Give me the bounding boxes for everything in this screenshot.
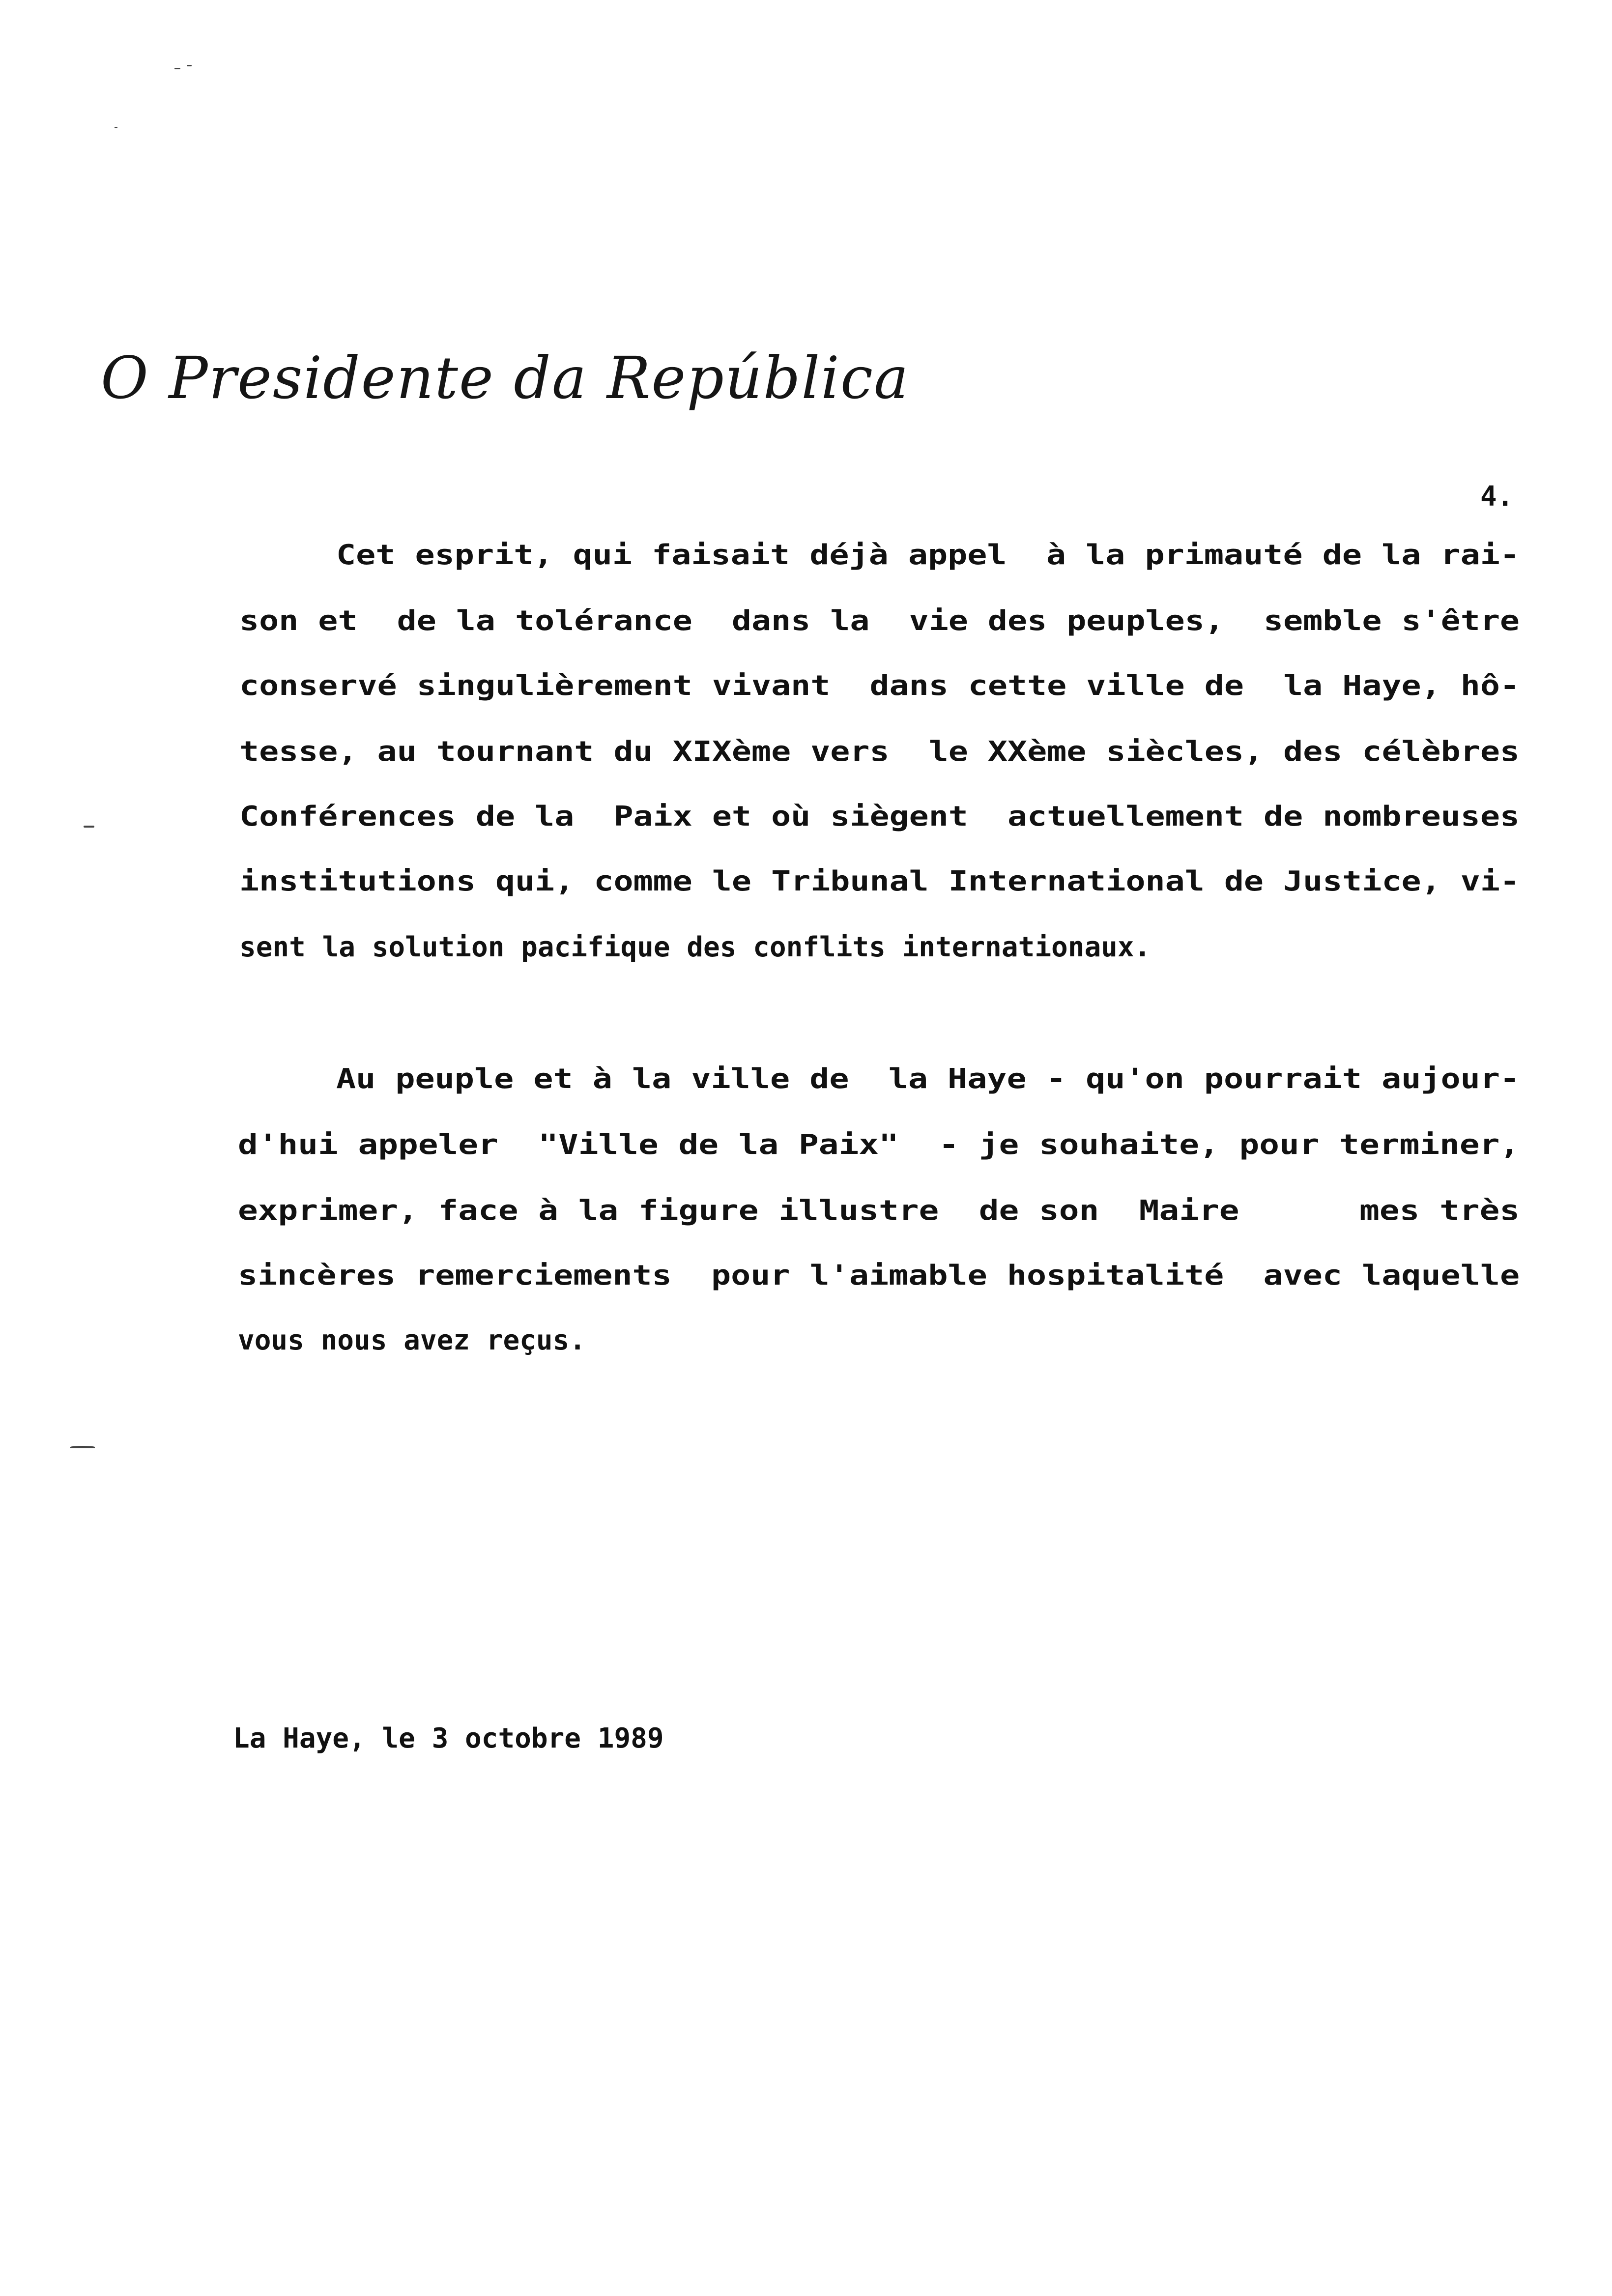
scan-mark [187,65,192,66]
paragraph-line: institutions qui, comme le Tribunal International de Justice, vi- [239,865,1520,897]
scan-mark [174,68,180,69]
page-number: 4. [1480,481,1514,513]
letterhead: O Presidente da República [101,344,910,412]
paragraph-line: Conférences de la Paix et où siègent actuellement de nombreuses [239,801,1520,832]
place-date: La Haye, le 3 octobre 1989 [233,1722,664,1754]
paragraph-line: sent la solution pacifique des conflits internationaux. [239,931,1151,963]
paragraph-line: d'hui appeler "Ville de la Paix" - je souhaite, pour terminer, [238,1129,1520,1161]
scan-mark [115,127,117,128]
paragraph-line: conservé singulièrement vivant dans cette ville de la Haye, hô- [239,670,1520,702]
paragraph-line: Au peuple et à la ville de la Haye - qu'on pourrait aujour- [336,1063,1520,1095]
scan-mark [70,1446,95,1448]
paragraph-line: vous nous avez reçus. [238,1324,586,1356]
paragraph-line: tesse, au tournant du XIXème vers le XXème siècles, des célèbres [239,736,1520,768]
paragraph-line: exprimer, face à la figure illustre de son Maire mes très [238,1195,1520,1227]
scan-mark [84,826,94,828]
paragraph-line: son et de la tolérance dans la vie des peuples, semble s'être [239,605,1520,637]
paragraph-line: Cet esprit, qui faisait déjà appel à la primauté de la rai- [336,539,1520,571]
paragraph-line: sincères remerciements pour l'aimable hospitalité avec laquelle [238,1260,1520,1292]
